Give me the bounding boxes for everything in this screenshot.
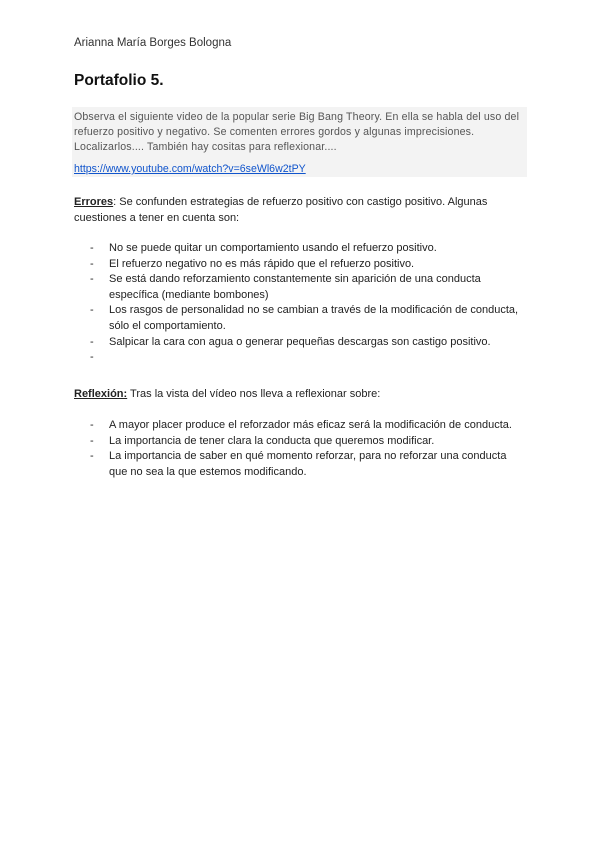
list-item [74,335,524,351]
list-item [74,449,524,480]
list-item [74,272,524,303]
list-item [74,350,524,366]
list-item [74,418,524,434]
list-item [74,303,524,334]
author-name: Arianna María Borges Bologna [74,37,232,49]
list-item-text: La importancia de saber en qué momento reforzar, para no reforzar una conducta que no sea la que estemos modificando. [109,450,507,478]
bullet-dash: - [90,273,94,286]
reflection-list [74,418,524,480]
errors-list [74,241,524,366]
bullet-dash: - [90,351,94,364]
bullet-dash: - [90,450,94,463]
bullet-dash: - [90,335,94,348]
bullet-dash: - [90,434,94,447]
list-item-text: Se está dando reforzamiento constantemente sin aparición de una conducta específica (mediante bombones) [109,273,481,301]
list-item [74,257,524,273]
list-item-text: A mayor placer produce el reforzador más eficaz será la modificación de conducta. [109,419,512,431]
list-item-text: El refuerzo negativo no es más rápido que el refuerzo positivo. [109,257,415,270]
video-link[interactable]: https://www.youtube.com/watch?v=6seWl6w2tPY [74,163,306,175]
errors-heading: Errores [74,196,114,208]
bullet-dash: - [90,304,94,317]
errors-intro-text: : Se confunden estrategias de refuerzo positivo con castigo positivo. Algunas cuestiones a tener en cuenta son: [74,196,488,224]
list-item-text: La importancia de tener clara la conducta que queremos modificar. [109,434,435,447]
reflection-heading: Reflexión: [74,388,128,400]
intro-paragraph: Observa el siguiente video de la popular serie Big Bang Theory. En ella se habla del uso del refuerzo positivo y negativo. Se comenten errores gordos y algunas imprecisiones. Localizarlos.... También hay cositas para reflexionar.... [74,111,520,153]
reflection-intro-text: Tras la vista del vídeo nos lleva a reflexionar sobre: [127,388,381,400]
errors-paragraph [74,195,524,226]
bullet-dash: - [90,257,94,270]
list-item [74,241,524,257]
bullet-dash: - [90,242,94,254]
page-title: Portafolio 5. [74,72,164,89]
reflection-paragraph [74,387,524,403]
list-item-text: Salpicar la cara con agua o generar pequeñas descargas son castigo positivo. [109,335,491,348]
bullet-dash: - [90,419,94,431]
list-item-text: Los rasgos de personalidad no se cambian a través de la modificación de conducta, sólo el comportamiento. [109,304,519,332]
list-item [74,434,524,450]
list-item-text: No se puede quitar un comportamiento usando el refuerzo positivo. [109,242,437,254]
